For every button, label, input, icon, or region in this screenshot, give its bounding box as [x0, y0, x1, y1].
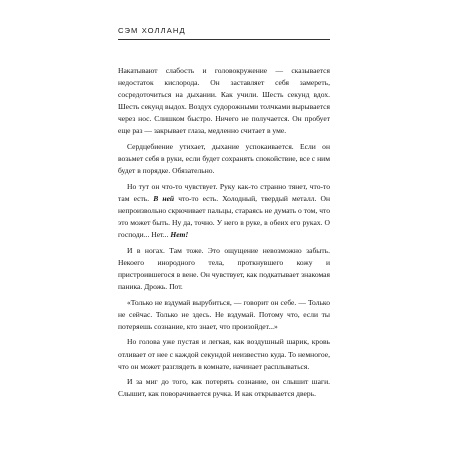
paragraph-3-part-1: Но тут он что-то чувствует. Руку как-то странно тянет, что-то там есть.: [118, 181, 330, 203]
body-text: [118, 65, 330, 400]
paragraph-3: [118, 181, 330, 241]
author-running-head: СЭМ ХОЛЛАНД: [118, 26, 186, 35]
paragraph-1: Накатывают слабость и головокружение — сказывается недостаток кислорода. Он заставляет себя замереть, сосредоточиться на дыхании. Как учили. Шесть секунд вдох. Шесть секунд выдох. Воздух судорожными толчками вырывается через нос. Слишком быстро. Ничего не получается. Он пробует еще раз — закрывает глаза, медленно считает в уме.: [118, 66, 330, 136]
paragraph-3-emphasis-2: Нет!: [170, 230, 189, 240]
paragraph-5: «Только не вздумай вырубиться, — говорит он себе. — Только не сейчас. Только не здесь. Не вздумай. Потому что, если ты потеряешь сознание, кто знает, что произойдет...»: [118, 297, 330, 331]
paragraph-3-emphasis-1: В ней: [153, 193, 175, 203]
header-rule: [118, 39, 330, 40]
paragraph-3-part-2: что-то есть. Холодный, твердый металл. Он непроизвольно скрючивает пальцы, стараясь не думать о том, что это может быть. Ну да, точно. У него в руке, в обеих его руках. О господи... Нет...: [118, 193, 330, 240]
paragraph-2: Сердцебиение утихает, дыхание успокаивается. Если он возьмет себя в руки, если будет сохранять спокойствие, все с ним будет в порядке. Обязательно.: [118, 142, 330, 176]
running-header: [118, 26, 330, 42]
paragraph-4: И в ногах. Там тоже. Это ощущение невозможно забыть. Некоего инородного тела, проткнувшего кожу и пристроившегося в вене. Он чувствует, как подкатывает знакомая паника. Дрожь. Пот.: [118, 245, 330, 292]
paragraph-7: И за миг до того, как потерять сознание, он слышит шаги. Слышит, как поворачивается ручка. И как открывается дверь.: [118, 377, 330, 399]
paragraph-6: Но голова уже пустая и легкая, как воздушный шарик, кровь отливает от нее с каждой секундой неизвестно куда. То немногое, что он может разглядеть в комнате, начинает расплываться.: [118, 337, 330, 371]
